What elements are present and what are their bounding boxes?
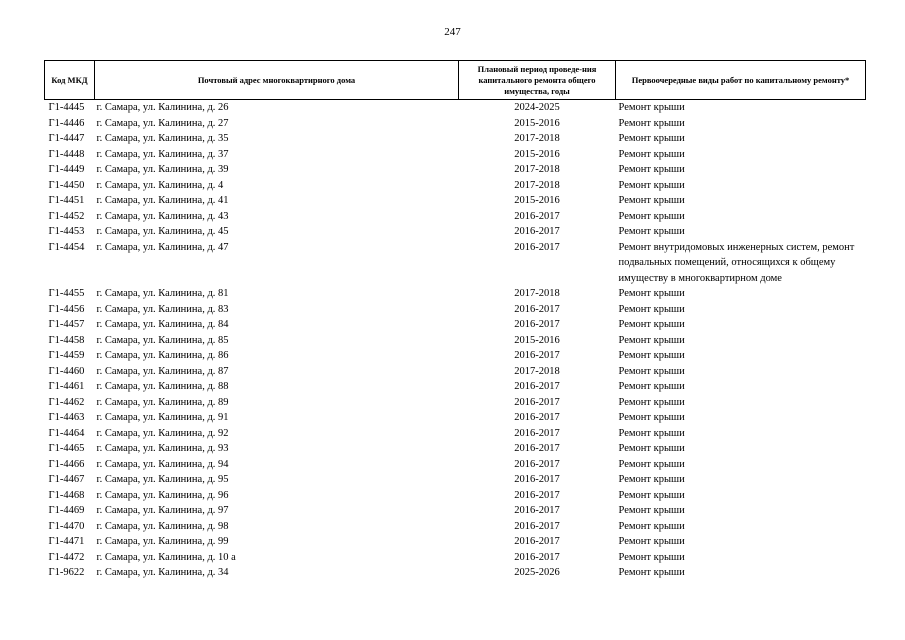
works-text: Ремонт крыши: [618, 381, 685, 392]
cell-works: [616, 379, 866, 395]
cell-address: г. Самара, ул. Калинина, д. 4: [96, 179, 224, 191]
cell-address: г. Самара, ул. Калинина, д. 91: [96, 412, 229, 423]
works-text: Ремонт внутридомовых инженерных систем, ремонт подвальных помещений, относящихся к общему имуществу в многоквартирном доме: [618, 241, 855, 284]
works-text: Ремонт крыши: [618, 396, 685, 408]
cell-period: 2016-2017: [514, 505, 560, 516]
works-text: Ремонт крыши: [618, 319, 685, 330]
cell-address: г. Самара, ул. Калинина, д. 93: [96, 443, 229, 454]
cell-works: [616, 441, 866, 457]
cell-address: г. Самара, ул. Калинина, д. 99: [96, 536, 229, 547]
table-row: [45, 240, 866, 287]
cell-address: г. Самара, ул. Калинина, д. 88: [96, 381, 229, 392]
cell-code: Г1-4471: [48, 536, 85, 547]
table-row: [45, 488, 866, 504]
cell-code: Г1-4465: [48, 443, 85, 454]
works-text: Ремонт крыши: [618, 536, 685, 547]
cell-period: 2017-2018: [514, 179, 560, 191]
cell-works: [616, 224, 866, 240]
cell-period: 2016-2017: [514, 443, 560, 454]
cell-address: г. Самара, ул. Калинина, д. 98: [96, 520, 229, 532]
cell-code: Г1-4452: [48, 210, 85, 222]
cell-address: г. Самара, ул. Калинина, д. 87: [96, 365, 229, 377]
table-row: [45, 410, 866, 426]
cell-works: [616, 193, 866, 209]
header-period: Плановый период проведе-ния капитального ремонта общего имущества, годы: [459, 61, 616, 100]
works-text: Ремонт крыши: [618, 117, 685, 129]
cell-period: 2016-2017: [514, 226, 560, 237]
cell-works: [616, 116, 866, 132]
works-text: Ремонт крыши: [618, 303, 685, 315]
cell-period: 2016-2017: [514, 303, 560, 315]
header-works: Первоочередные виды работ по капитальному ремонту*: [616, 61, 866, 100]
cell-works: [616, 395, 866, 411]
cell-period: 2016-2017: [514, 241, 560, 253]
cell-code: Г1-4472: [48, 551, 85, 563]
table-row: [45, 317, 866, 333]
table-row: [45, 209, 866, 225]
cell-works: [616, 131, 866, 147]
cell-period: 2015-2016: [514, 117, 560, 129]
cell-code: Г1-4464: [48, 427, 85, 439]
cell-address: г. Самара, ул. Калинина, д. 26: [96, 102, 229, 113]
cell-address: г. Самара, ул. Калинина, д. 83: [96, 303, 229, 315]
cell-period: 2017-2018: [514, 133, 560, 144]
cell-period: 2016-2017: [514, 520, 560, 532]
cell-period: 2016-2017: [514, 536, 560, 547]
cell-code: Г1-4460: [48, 365, 85, 377]
cell-period: 2015-2016: [514, 334, 560, 346]
cell-code: Г1-4458: [48, 334, 85, 346]
cell-code: Г1-4456: [48, 303, 85, 315]
cell-works: [616, 410, 866, 426]
table-row: [45, 472, 866, 488]
cell-address: г. Самара, ул. Калинина, д. 45: [96, 226, 229, 237]
works-text: Ремонт крыши: [618, 365, 685, 377]
cell-address: г. Самара, ул. Калинина, д. 37: [96, 148, 229, 160]
cell-code: Г1-4468: [48, 489, 85, 501]
table-row: [45, 147, 866, 163]
cell-code: Г1-4453: [48, 226, 85, 237]
cell-period: 2016-2017: [514, 412, 560, 423]
works-text: Ремонт крыши: [618, 412, 685, 423]
cell-works: [616, 317, 866, 333]
cell-works: [616, 503, 866, 519]
table-row: [45, 302, 866, 318]
cell-address: г. Самара, ул. Калинина, д. 84: [96, 319, 229, 330]
cell-address: г. Самара, ул. Калинина, д. 85: [96, 334, 229, 346]
table-row: [45, 441, 866, 457]
cell-code: Г1-4459: [48, 350, 85, 361]
cell-works: [616, 333, 866, 349]
cell-works: [616, 488, 866, 504]
cell-period: 2016-2017: [514, 489, 560, 501]
works-text: Ремонт крыши: [618, 350, 685, 361]
table-row: [45, 348, 866, 364]
cell-code: Г1-4462: [48, 396, 85, 408]
works-text: Ремонт крыши: [618, 474, 685, 485]
cell-address: г. Самара, ул. Калинина, д. 86: [96, 350, 229, 361]
table-row: [45, 534, 866, 550]
table-row: [45, 100, 866, 116]
cell-period: 2016-2017: [514, 458, 560, 470]
cell-works: [616, 302, 866, 318]
cell-code: Г1-4467: [48, 474, 85, 485]
cell-works: [616, 426, 866, 442]
cell-address: г. Самара, ул. Калинина, д. 43: [96, 210, 229, 222]
cell-code: Г1-4454: [48, 241, 85, 253]
header-address: Почтовый адрес многоквартирного дома: [95, 61, 459, 100]
cell-address: г. Самара, ул. Калинина, д. 92: [96, 427, 229, 439]
table-row: [45, 178, 866, 194]
cell-code: Г1-4470: [48, 520, 85, 532]
cell-period: 2016-2017: [514, 350, 560, 361]
works-text: Ремонт крыши: [618, 551, 685, 563]
cell-period: 2016-2017: [514, 551, 560, 563]
works-text: Ремонт крыши: [618, 102, 685, 113]
cell-code: Г1-4446: [48, 117, 85, 129]
table-row: [45, 379, 866, 395]
cell-works: [616, 364, 866, 380]
cell-code: Г1-4449: [48, 164, 85, 175]
cell-works: [616, 162, 866, 178]
table-row: [45, 131, 866, 147]
works-text: Ремонт крыши: [618, 443, 685, 454]
cell-period: 2017-2018: [514, 288, 560, 299]
cell-address: г. Самара, ул. Калинина, д. 96: [96, 489, 229, 501]
cell-period: 2017-2018: [514, 164, 560, 175]
works-text: Ремонт крыши: [618, 288, 685, 299]
table-row: [45, 116, 866, 132]
cell-period: 2016-2017: [514, 427, 560, 439]
works-text: Ремонт крыши: [618, 520, 685, 532]
cell-address: г. Самара, ул. Калинина, д. 34: [96, 567, 229, 578]
cell-address: г. Самара, ул. Калинина, д. 35: [96, 133, 229, 144]
table-row: [45, 224, 866, 240]
cell-address: г. Самара, ул. Калинина, д. 27: [96, 117, 229, 129]
cell-code: Г1-4461: [48, 381, 85, 392]
works-text: Ремонт крыши: [618, 133, 685, 144]
cell-period: 2016-2017: [514, 319, 560, 330]
works-text: Ремонт крыши: [618, 458, 685, 470]
cell-works: [616, 534, 866, 550]
cell-works: [616, 286, 866, 302]
works-text: Ремонт крыши: [618, 489, 685, 501]
cell-address: г. Самара, ул. Калинина, д. 10 а: [96, 551, 236, 563]
cell-address: г. Самара, ул. Калинина, д. 41: [96, 195, 229, 206]
table-row: [45, 457, 866, 473]
cell-period: 2016-2017: [514, 381, 560, 392]
cell-code: Г1-4447: [48, 133, 85, 144]
cell-works: [616, 457, 866, 473]
cell-code: Г1-4450: [48, 179, 85, 191]
table-row: [45, 503, 866, 519]
cell-code: Г1-4455: [48, 288, 85, 299]
cell-address: г. Самара, ул. Калинина, д. 89: [96, 396, 229, 408]
table-row: [45, 565, 866, 581]
cell-works: [616, 178, 866, 194]
table-row: [45, 162, 866, 178]
cell-code: Г1-4457: [48, 319, 85, 330]
cell-period: 2017-2018: [514, 365, 560, 377]
table-header-row: [45, 61, 866, 100]
capital-repair-table: [44, 60, 866, 581]
works-text: Ремонт крыши: [618, 334, 685, 346]
cell-address: г. Самара, ул. Калинина, д. 39: [96, 164, 229, 175]
cell-period: 2024-2025: [514, 102, 560, 113]
table-row: [45, 519, 866, 535]
table-row: [45, 286, 866, 302]
cell-period: 2016-2017: [514, 474, 560, 485]
works-text: Ремонт крыши: [618, 195, 685, 206]
cell-period: 2025-2026: [514, 567, 560, 578]
cell-code: Г1-4463: [48, 412, 85, 423]
cell-works: [616, 147, 866, 163]
cell-works: [616, 519, 866, 535]
cell-address: г. Самара, ул. Калинина, д. 94: [96, 458, 229, 470]
table-body: [45, 100, 866, 581]
works-text: Ремонт крыши: [618, 210, 685, 222]
cell-address: г. Самара, ул. Калинина, д. 97: [96, 505, 229, 516]
cell-code: Г1-4448: [48, 148, 85, 160]
cell-works: [616, 472, 866, 488]
works-text: Ремонт крыши: [618, 505, 685, 516]
table-row: [45, 364, 866, 380]
cell-works: [616, 565, 866, 581]
page-number: 247: [444, 26, 461, 38]
table-row: [45, 550, 866, 566]
works-text: Ремонт крыши: [618, 148, 685, 160]
table-row: [45, 333, 866, 349]
works-text: Ремонт крыши: [618, 179, 685, 191]
table-row: [45, 193, 866, 209]
cell-code: Г1-4466: [48, 458, 85, 470]
works-text: Ремонт крыши: [618, 164, 685, 175]
cell-works: [616, 209, 866, 225]
cell-period: 2015-2016: [514, 148, 560, 160]
cell-works: [616, 348, 866, 364]
cell-works: [616, 100, 866, 116]
header-code: Код МКД: [45, 61, 95, 100]
cell-address: г. Самара, ул. Калинина, д. 81: [96, 288, 229, 299]
table-row: [45, 426, 866, 442]
cell-works: [616, 550, 866, 566]
cell-period: 2016-2017: [514, 210, 560, 222]
cell-period: 2016-2017: [514, 396, 560, 408]
works-text: Ремонт крыши: [618, 567, 685, 578]
works-text: Ремонт крыши: [618, 427, 685, 439]
cell-code: Г1-4445: [48, 102, 85, 113]
cell-code: Г1-4451: [48, 195, 85, 206]
cell-works: [616, 240, 866, 287]
cell-period: 2015-2016: [514, 195, 560, 206]
cell-address: г. Самара, ул. Калинина, д. 95: [96, 474, 229, 485]
cell-code: Г1-4469: [48, 505, 85, 516]
cell-address: г. Самара, ул. Калинина, д. 47: [96, 241, 229, 253]
cell-code: Г1-9622: [48, 567, 85, 578]
works-text: Ремонт крыши: [618, 226, 685, 237]
table-row: [45, 395, 866, 411]
